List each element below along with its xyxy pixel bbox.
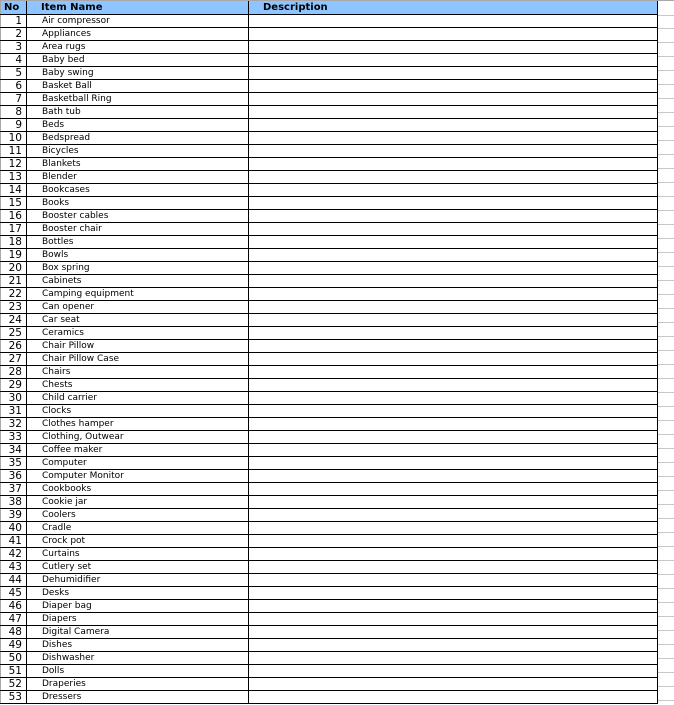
- table-row: [1, 41, 658, 54]
- cell-description[interactable]: [249, 184, 658, 197]
- table-row: [1, 600, 658, 613]
- cell-no[interactable]: 31: [1, 405, 27, 418]
- cell-item-name[interactable]: Dolls: [27, 665, 249, 678]
- cell-no[interactable]: 12: [1, 158, 27, 171]
- cell-item-name[interactable]: Bedspread: [27, 132, 249, 145]
- table-row: [1, 548, 658, 561]
- cell-item-name[interactable]: Clothing, Outwear: [27, 431, 249, 444]
- cell-no[interactable]: 5: [1, 67, 27, 80]
- cell-description[interactable]: [249, 340, 658, 353]
- cell-item-name[interactable]: Area rugs: [27, 41, 249, 54]
- cell-description[interactable]: [249, 548, 658, 561]
- cell-description[interactable]: [249, 301, 658, 314]
- cell-item-name[interactable]: Cradle: [27, 522, 249, 535]
- cell-item-name[interactable]: Bath tub: [27, 106, 249, 119]
- cell-no[interactable]: 29: [1, 379, 27, 392]
- table-row: [1, 613, 658, 626]
- cell-item-name[interactable]: Booster chair: [27, 223, 249, 236]
- table-row: [1, 210, 658, 223]
- table-row: [1, 132, 658, 145]
- cell-description[interactable]: [249, 197, 658, 210]
- table-row: [1, 431, 658, 444]
- table-row: [1, 184, 658, 197]
- cell-no[interactable]: 48: [1, 626, 27, 639]
- cell-no[interactable]: 3: [1, 41, 27, 54]
- cell-description[interactable]: [249, 613, 658, 626]
- cell-item-name[interactable]: Blender: [27, 171, 249, 184]
- cell-description[interactable]: [249, 522, 658, 535]
- cell-no[interactable]: 25: [1, 327, 27, 340]
- table-row: [1, 171, 658, 184]
- cell-item-name[interactable]: Camping equipment: [27, 288, 249, 301]
- cell-no[interactable]: 40: [1, 522, 27, 535]
- column-header-description[interactable]: Description: [249, 1, 658, 15]
- cell-no[interactable]: 38: [1, 496, 27, 509]
- cell-item-name[interactable]: Chair Pillow: [27, 340, 249, 353]
- cell-item-name[interactable]: Bottles: [27, 236, 249, 249]
- cell-description[interactable]: [249, 652, 658, 665]
- table-row: [1, 483, 658, 496]
- cell-description[interactable]: [249, 366, 658, 379]
- cell-no[interactable]: 34: [1, 444, 27, 457]
- table-row: [1, 301, 658, 314]
- table-row: [1, 444, 658, 457]
- cell-description[interactable]: [249, 132, 658, 145]
- cell-no[interactable]: 30: [1, 392, 27, 405]
- cell-description[interactable]: [249, 80, 658, 93]
- cell-description[interactable]: [249, 561, 658, 574]
- cell-description[interactable]: [249, 314, 658, 327]
- cell-item-name[interactable]: Child carrier: [27, 392, 249, 405]
- cell-item-name[interactable]: Coffee maker: [27, 444, 249, 457]
- cell-description[interactable]: [249, 574, 658, 587]
- cell-item-name[interactable]: Bicycles: [27, 145, 249, 158]
- cell-description[interactable]: [249, 262, 658, 275]
- cell-item-name[interactable]: Bowls: [27, 249, 249, 262]
- cell-description[interactable]: [249, 93, 658, 106]
- cell-no[interactable]: 39: [1, 509, 27, 522]
- cell-description[interactable]: [249, 106, 658, 119]
- cell-item-name[interactable]: Chests: [27, 379, 249, 392]
- cell-item-name[interactable]: Books: [27, 197, 249, 210]
- cell-description[interactable]: [249, 665, 658, 678]
- cell-item-name[interactable]: Beds: [27, 119, 249, 132]
- table-row: [1, 80, 658, 93]
- table-row: [1, 470, 658, 483]
- cell-description[interactable]: [249, 210, 658, 223]
- table-body: [1, 15, 658, 704]
- empty-grid-column[interactable]: [658, 1, 674, 705]
- cell-item-name[interactable]: Crock pot: [27, 535, 249, 548]
- cell-item-name[interactable]: Car seat: [27, 314, 249, 327]
- cell-no[interactable]: 20: [1, 262, 27, 275]
- cell-description[interactable]: [249, 249, 658, 262]
- table-row: [1, 28, 658, 41]
- cell-no[interactable]: 22: [1, 288, 27, 301]
- cell-item-name[interactable]: Bookcases: [27, 184, 249, 197]
- cell-item-name[interactable]: Can opener: [27, 301, 249, 314]
- cell-description[interactable]: [249, 223, 658, 236]
- cell-no[interactable]: 51: [1, 665, 27, 678]
- cell-item-name[interactable]: Cookbooks: [27, 483, 249, 496]
- cell-no[interactable]: 1: [1, 15, 27, 28]
- cell-no[interactable]: 17: [1, 223, 27, 236]
- cell-description[interactable]: [249, 28, 658, 41]
- cell-item-name[interactable]: Digital Camera: [27, 626, 249, 639]
- table-row: [1, 379, 658, 392]
- table-row: [1, 626, 658, 639]
- cell-no[interactable]: 16: [1, 210, 27, 223]
- table-row: [1, 665, 658, 678]
- cell-item-name[interactable]: Draperies: [27, 678, 249, 691]
- cell-description[interactable]: [249, 145, 658, 158]
- cell-description[interactable]: [249, 457, 658, 470]
- cell-item-name[interactable]: Box spring: [27, 262, 249, 275]
- table-row: [1, 678, 658, 691]
- cell-no[interactable]: 21: [1, 275, 27, 288]
- cell-item-name[interactable]: Appliances: [27, 28, 249, 41]
- cell-description[interactable]: [249, 678, 658, 691]
- cell-item-name[interactable]: Blankets: [27, 158, 249, 171]
- cell-no[interactable]: 9: [1, 119, 27, 132]
- cell-item-name[interactable]: Cookie jar: [27, 496, 249, 509]
- cell-description[interactable]: [249, 275, 658, 288]
- table-row: [1, 574, 658, 587]
- cell-description[interactable]: [249, 444, 658, 457]
- cell-description[interactable]: [249, 418, 658, 431]
- table-row: [1, 457, 658, 470]
- cell-item-name[interactable]: Ceramics: [27, 327, 249, 340]
- table-row: [1, 67, 658, 80]
- table-row: [1, 223, 658, 236]
- cell-no[interactable]: 28: [1, 366, 27, 379]
- table-row: [1, 392, 658, 405]
- cell-description[interactable]: [249, 639, 658, 652]
- cell-no[interactable]: 18: [1, 236, 27, 249]
- cell-item-name[interactable]: Basketball Ring: [27, 93, 249, 106]
- cell-description[interactable]: [249, 431, 658, 444]
- cell-description[interactable]: [249, 171, 658, 184]
- cell-item-name[interactable]: Clothes hamper: [27, 418, 249, 431]
- cell-no[interactable]: 8: [1, 106, 27, 119]
- cell-no[interactable]: 23: [1, 301, 27, 314]
- cell-no[interactable]: 41: [1, 535, 27, 548]
- table-row: [1, 54, 658, 67]
- cell-description[interactable]: [249, 392, 658, 405]
- cell-description[interactable]: [249, 483, 658, 496]
- cell-no[interactable]: 43: [1, 561, 27, 574]
- cell-no[interactable]: 35: [1, 457, 27, 470]
- cell-description[interactable]: [249, 15, 658, 28]
- cell-item-name[interactable]: Curtains: [27, 548, 249, 561]
- cell-description[interactable]: [249, 600, 658, 613]
- table-row: [1, 106, 658, 119]
- cell-no[interactable]: 45: [1, 587, 27, 600]
- cell-description[interactable]: [249, 288, 658, 301]
- table-row: [1, 288, 658, 301]
- cell-item-name[interactable]: Clocks: [27, 405, 249, 418]
- cell-no[interactable]: 52: [1, 678, 27, 691]
- cell-no[interactable]: 24: [1, 314, 27, 327]
- cell-item-name[interactable]: Chair Pillow Case: [27, 353, 249, 366]
- inventory-table: [0, 1, 658, 704]
- table-row: [1, 93, 658, 106]
- table-row: [1, 496, 658, 509]
- cell-description[interactable]: [249, 379, 658, 392]
- table-row: [1, 158, 658, 171]
- cell-no[interactable]: 53: [1, 691, 27, 704]
- cell-item-name[interactable]: Baby swing: [27, 67, 249, 80]
- table-row: [1, 691, 658, 704]
- cell-item-name[interactable]: Dishwasher: [27, 652, 249, 665]
- cell-description[interactable]: [249, 470, 658, 483]
- cell-no[interactable]: 49: [1, 639, 27, 652]
- cell-no[interactable]: 50: [1, 652, 27, 665]
- table-row: [1, 249, 658, 262]
- cell-item-name[interactable]: Chairs: [27, 366, 249, 379]
- cell-item-name[interactable]: Baby bed: [27, 54, 249, 67]
- table-row: [1, 197, 658, 210]
- cell-description[interactable]: [249, 236, 658, 249]
- cell-no[interactable]: 42: [1, 548, 27, 561]
- cell-item-name[interactable]: Diaper bag: [27, 600, 249, 613]
- cell-description[interactable]: [249, 67, 658, 80]
- cell-item-name[interactable]: Cutlery set: [27, 561, 249, 574]
- cell-no[interactable]: 33: [1, 431, 27, 444]
- table-row: [1, 145, 658, 158]
- cell-description[interactable]: [249, 41, 658, 54]
- cell-item-name[interactable]: Coolers: [27, 509, 249, 522]
- table-row: [1, 353, 658, 366]
- table-row: [1, 522, 658, 535]
- table-row: [1, 418, 658, 431]
- table-row: [1, 327, 658, 340]
- cell-item-name[interactable]: Air compressor: [27, 15, 249, 28]
- cell-item-name[interactable]: Dehumidifier: [27, 574, 249, 587]
- cell-no[interactable]: 14: [1, 184, 27, 197]
- table-row: [1, 366, 658, 379]
- cell-item-name[interactable]: Desks: [27, 587, 249, 600]
- cell-description[interactable]: [249, 509, 658, 522]
- cell-no[interactable]: 4: [1, 54, 27, 67]
- table-row: [1, 119, 658, 132]
- table-row: [1, 262, 658, 275]
- cell-description[interactable]: [249, 496, 658, 509]
- cell-no[interactable]: 15: [1, 197, 27, 210]
- cell-description[interactable]: [249, 119, 658, 132]
- cell-item-name[interactable]: Basket Ball: [27, 80, 249, 93]
- cell-no[interactable]: 44: [1, 574, 27, 587]
- cell-item-name[interactable]: Diapers: [27, 613, 249, 626]
- cell-no[interactable]: 27: [1, 353, 27, 366]
- cell-description[interactable]: [249, 158, 658, 171]
- cell-description[interactable]: [249, 691, 658, 704]
- table-row: [1, 314, 658, 327]
- cell-item-name[interactable]: Dressers: [27, 691, 249, 704]
- cell-no[interactable]: 46: [1, 600, 27, 613]
- cell-item-name[interactable]: Computer: [27, 457, 249, 470]
- table-row: [1, 405, 658, 418]
- cell-item-name[interactable]: Computer Monitor: [27, 470, 249, 483]
- table-row: [1, 340, 658, 353]
- cell-description[interactable]: [249, 587, 658, 600]
- cell-no[interactable]: 7: [1, 93, 27, 106]
- cell-description[interactable]: [249, 626, 658, 639]
- table-row: [1, 15, 658, 28]
- table-row: [1, 275, 658, 288]
- column-header-no[interactable]: No: [1, 1, 27, 15]
- cell-no[interactable]: 37: [1, 483, 27, 496]
- cell-item-name[interactable]: Cabinets: [27, 275, 249, 288]
- table-row: [1, 509, 658, 522]
- cell-no[interactable]: 26: [1, 340, 27, 353]
- cell-no[interactable]: 36: [1, 470, 27, 483]
- cell-description[interactable]: [249, 405, 658, 418]
- cell-no[interactable]: 47: [1, 613, 27, 626]
- table-row: [1, 652, 658, 665]
- cell-no[interactable]: 6: [1, 80, 27, 93]
- cell-no[interactable]: 13: [1, 171, 27, 184]
- cell-no[interactable]: 11: [1, 145, 27, 158]
- cell-description[interactable]: [249, 54, 658, 67]
- cell-description[interactable]: [249, 327, 658, 340]
- cell-item-name[interactable]: Dishes: [27, 639, 249, 652]
- header-row: [1, 1, 658, 15]
- table-row: [1, 535, 658, 548]
- table-row: [1, 561, 658, 574]
- column-header-item-name[interactable]: Item Name: [27, 1, 249, 15]
- cell-no[interactable]: 19: [1, 249, 27, 262]
- table-row: [1, 236, 658, 249]
- cell-description[interactable]: [249, 353, 658, 366]
- table-row: [1, 587, 658, 600]
- cell-no[interactable]: 32: [1, 418, 27, 431]
- cell-description[interactable]: [249, 535, 658, 548]
- cell-no[interactable]: 2: [1, 28, 27, 41]
- cell-item-name[interactable]: Booster cables: [27, 210, 249, 223]
- cell-no[interactable]: 10: [1, 132, 27, 145]
- table-row: [1, 639, 658, 652]
